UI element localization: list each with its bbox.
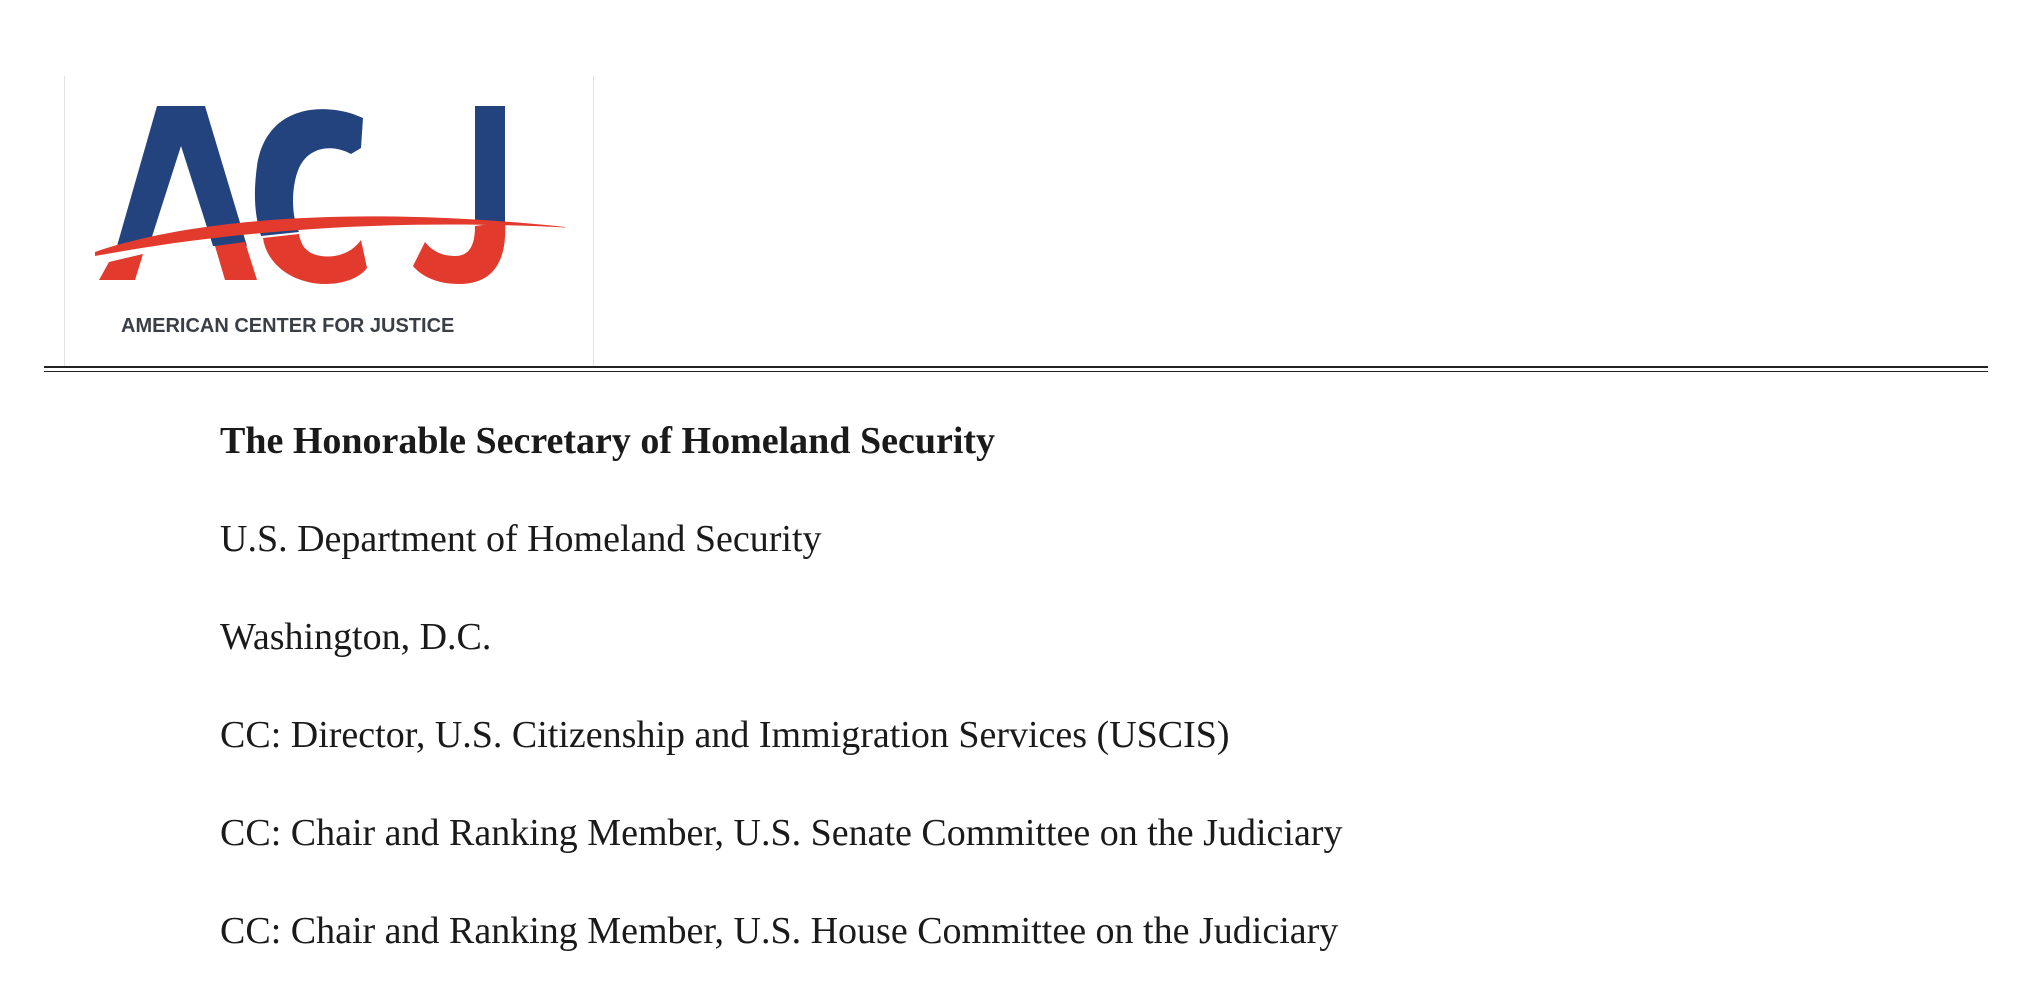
address-line-department: U.S. Department of Homeland Security [220, 518, 822, 560]
letterhead-logo [64, 76, 594, 366]
cc-line-uscis: CC: Director, U.S. Citizenship and Immigration Services (USCIS) [220, 714, 1230, 756]
address-line-city: Washington, D.C. [220, 616, 492, 658]
header-rule-bottom [44, 371, 1988, 372]
cc-line-senate-judiciary: CC: Chair and Ranking Member, U.S. Senate Committee on the Judiciary [220, 812, 1343, 854]
header-rule-top [44, 366, 1988, 368]
acj-logo-icon [95, 106, 565, 336]
address-block [220, 418, 1920, 1006]
acj-tagline-graphic [121, 310, 591, 350]
logo-tagline: AMERICAN CENTER FOR JUSTICE [121, 315, 455, 337]
recipient-line: The Honorable Secretary of Homeland Security [220, 420, 996, 462]
cc-line-house-judiciary: CC: Chair and Ranking Member, U.S. House Committee on the Judiciary [220, 910, 1339, 952]
